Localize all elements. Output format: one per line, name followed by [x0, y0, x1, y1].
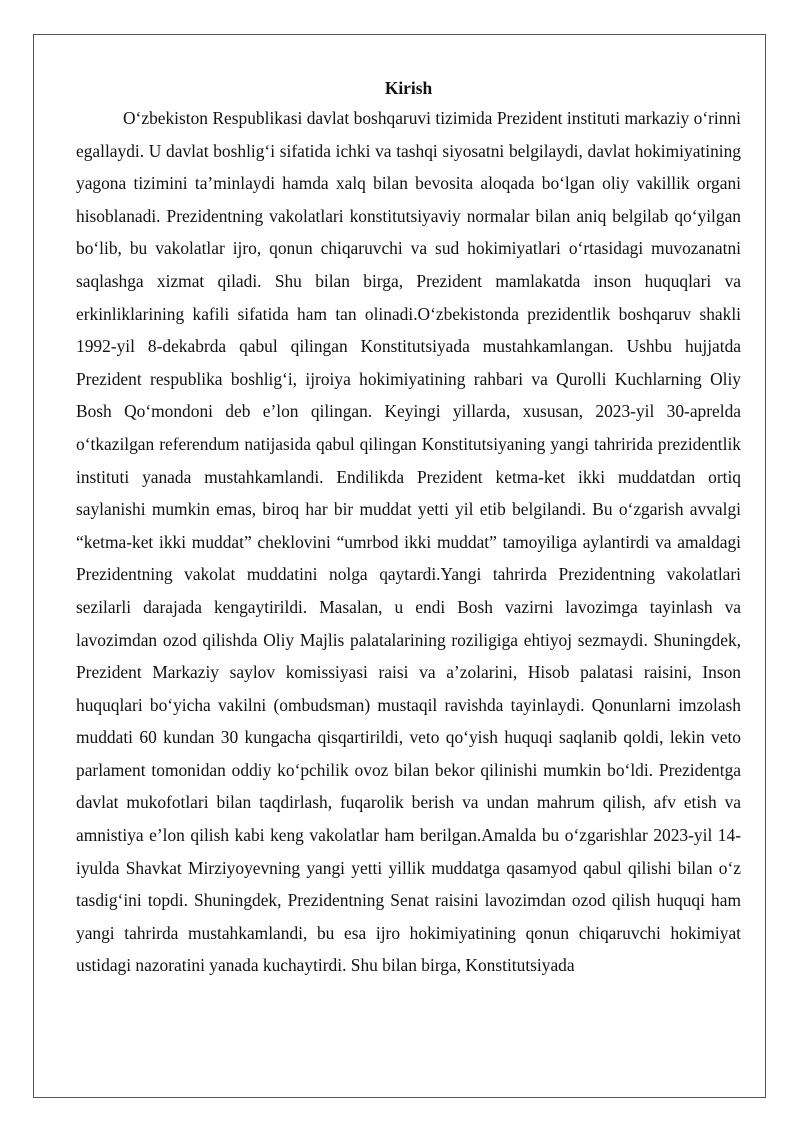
document-body — [76, 74, 741, 982]
document-title: Kirish — [384, 78, 433, 98]
body-paragraph: O‘zbekiston Respublikasi davlat boshqaruvi tizimida Prezident instituti markaziy o‘rinni egallaydi. U davlat boshlig‘i sifatida ichki va tashqi siyosatni belgilaydi, davlat hokimiyatining yagona tizimini ta’minlaydi hamda xalq bilan bevosita aloqada bo‘lgan oliy vakillik organi hisoblanadi. Prezidentning vakolatlari konstitutsiyaviy normalar bilan aniq belgilab qo‘yilgan bo‘lib, bu vakolatlar ijro, qonun chiqaruvchi va sud hokimiyatlari o‘rtasidagi muvozanatni saqlashga xizmat qiladi. Shu bilan birga, Prezident mamlakatda inson huquqlari va erkinliklarining kafili sifatida ham tan olinadi.O‘zbekistonda prezidentlik boshqaruv shakli 1992-yil 8-dekabrda qabul qilingan Konstitutsiyada mustahkamlangan. Ushbu hujjatda Prezident respublika boshlig‘i, ijroiya hokimiyatining rahbari va Qurolli Kuchlarning Oliy Bosh Qo‘mondoni deb e’lon qilingan. Keyingi yillarda, xususan, 2023-yil 30-aprelda o‘tkazilgan referendum natijasida qabul qilingan Konstitutsiyaning yangi tahririda prezidentlik instituti yanada mustahkamlandi. Endilikda Prezident ketma-ket ikki muddatdan ortiq saylanishi mumkin emas, biroq har bir muddat yetti yil etib belgilandi. Bu o‘zgarish avvalgi “ketma-ket ikki muddat” cheklovini “umrbod ikki muddat” tamoyiliga aylantirdi va amaldagi Prezidentning vakolat muddatini nolga qaytardi.Yangi tahrirda Prezidentning vakolatlari sezilarli darajada kengaytirildi. Masalan, u endi Bosh vazirni lavozimga tayinlash va lavozimdan ozod qilishda Oliy Majlis palatalarining roziligiga ehtiyoj sezmaydi. Shuningdek, Prezident Markaziy saylov komissiyasi raisi va a’zolarini, Hisob palatasi raisini, Inson huquqlari bo‘yicha vakilni (ombudsman) mustaqil ravishda tayinlaydi. Qonunlarni imzolash muddati 60 kundan 30 kungacha qisqartirildi, veto qo‘yish huquqi saqlanib qoldi, lekin veto parlament tomonidan oddiy ko‘pchilik ovoz bilan bekor qilinishi mumkin bo‘ldi. Prezidentga davlat mukofotlari bilan taqdirlash, fuqarolik berish va undan mahrum qilish, afv etish va amnistiya e’lon qilish kabi keng vakolatlar ham berilgan.Amalda bu o‘zgarishlar 2023-yil 14-iyulda Shavkat Mirziyoyevning yangi yetti yillik muddatga qasamyod qabul qilishi bilan o‘z tasdig‘ini topdi. Shuningdek, Prezidentning Senat raisini lavozimdan ozod qilish huquqi ham yangi tahrirda mustahkamlandi, bu esa ijro hokimiyatining qonun chiqaruvchi hokimiyat ustidagi nazoratini yanada kuchaytirdi. Shu bilan birga, Konstitutsiyada — [76, 108, 741, 976]
